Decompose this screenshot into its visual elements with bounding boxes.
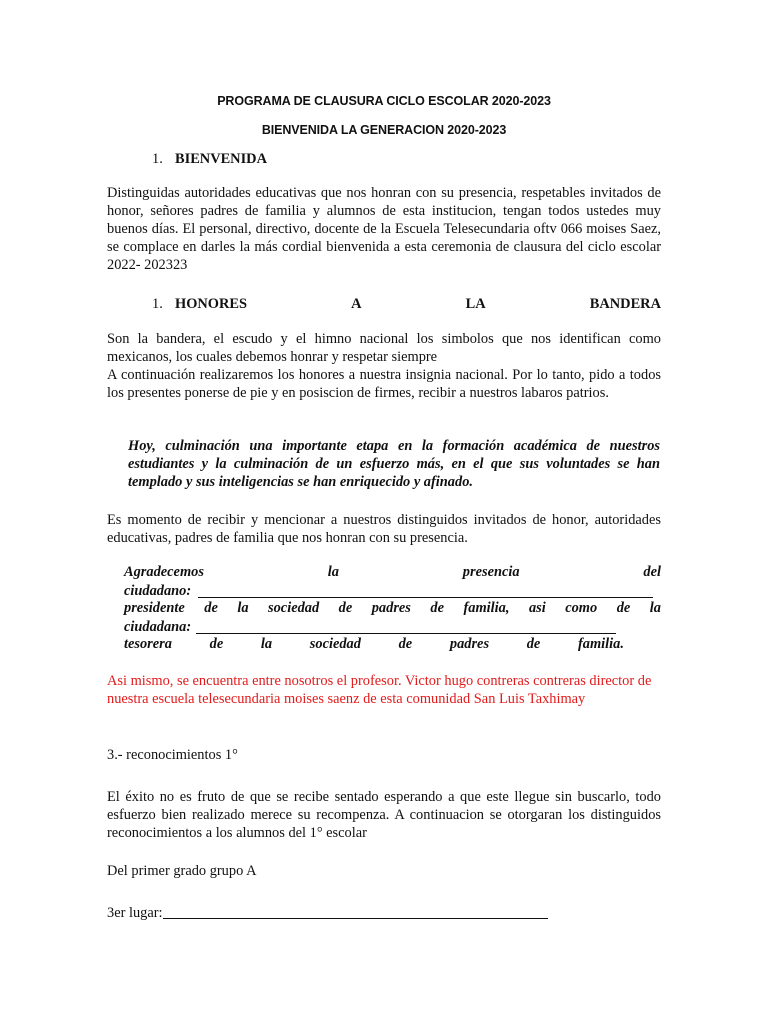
place-label: 3er lugar: bbox=[107, 905, 163, 921]
flag-paragraph: Son la bandera, el escudo y el himno nacional los simbolos que nos identifican como mexicanos, los cuales debemos honrar y respetar siempre bbox=[107, 331, 661, 365]
section-number: 1. bbox=[152, 151, 163, 167]
thanks-word: la bbox=[237, 600, 249, 616]
success-paragraph: El éxito no es fruto de que se recibe sentado esperando a que este llegue sin buscarlo, todo esfuerzo bien realizado merece su recompenza. A continuacion se otorgaran los distinguidos reconocimientos a los alumnos del 1° escolar bbox=[107, 789, 661, 841]
group-label: Del primer grado grupo A bbox=[107, 863, 257, 879]
thanks-word: la bbox=[327, 564, 339, 580]
welcome-paragraph: Distinguidas autoridades educativas que nos honran con su presencia, respetables invitados de honor, señores padres de familia y alumnos de esta institucion, tengan todos ustedes muy buenos días. El personal, directivo, docente de la Escuela Telesecundaria oftv 066 moises Saez, se complace en darles la más cordial bienvenida a esta ceremonia de clausura del ciclo escolar 2022- 202323 bbox=[107, 185, 661, 273]
thanks-word: padres bbox=[449, 636, 490, 652]
thanks-word: como bbox=[565, 600, 598, 616]
thanks-word: sociedad bbox=[309, 636, 361, 652]
culmination-quote: Hoy, culminación una importante etapa en la formación académica de nuestros estudiantes y la culminación de un esfuerzo más, en el que sus voluntades se han templado y sus inteligencias se han enriquecido y afinado. bbox=[128, 438, 660, 490]
heading-word: HONORES bbox=[175, 296, 247, 312]
thanks-line-1 bbox=[124, 564, 661, 581]
thanks-word: Agradecemos bbox=[124, 564, 204, 580]
invite-paragraph: Es momento de recibir y mencionar a nuestros distinguidos invitados de honor, autoridades educativas, padres de familia que nos honran con su presencia. bbox=[107, 512, 661, 546]
section-number: 1. bbox=[152, 296, 163, 312]
place-blank-line bbox=[163, 918, 548, 919]
thanks-word: la bbox=[260, 636, 273, 652]
thanks-word: asi bbox=[528, 600, 546, 616]
citizen-female-label: ciudadana: bbox=[124, 619, 192, 635]
thanks-word: de bbox=[398, 636, 413, 652]
thanks-word: la bbox=[649, 600, 661, 616]
honors-paragraph: A continuación realizaremos los honores a nuestra insignia nacional. Por lo tanto, pido a todos los presentes ponerse de pie y en posiscion de firmes, recibir a nuestros labaros patrios. bbox=[107, 367, 661, 401]
section-heading-reconocimientos: 3.- reconocimientos 1° bbox=[107, 747, 238, 763]
thanks-word: presidente bbox=[124, 600, 185, 616]
thanks-word: del bbox=[643, 564, 661, 580]
citizen-label: ciudadano: bbox=[124, 583, 192, 599]
thanks-line-5 bbox=[124, 636, 624, 653]
thanks-line-3 bbox=[124, 600, 661, 617]
thanks-word: sociedad bbox=[268, 600, 320, 616]
thanks-word: de bbox=[204, 600, 218, 616]
thanks-word: familia, bbox=[463, 600, 510, 616]
heading-word: A bbox=[351, 296, 362, 312]
director-note: Asi mismo, se encuentra entre nosotros el profesor. Victor hugo contreras contreras director de nuestra escuela telesecundaria moises saenz de esta comunidad San Luis Taxhimay bbox=[107, 673, 652, 707]
heading-word: BANDERA bbox=[589, 296, 661, 312]
program-title: PROGRAMA DE CLAUSURA CICLO ESCOLAR 2020-2023 bbox=[217, 94, 551, 108]
section-heading-bienvenida: BIENVENIDA bbox=[175, 151, 267, 167]
thanks-word: de bbox=[616, 600, 631, 616]
thanks-word: tesorera bbox=[124, 636, 172, 652]
heading-word: LA bbox=[465, 296, 486, 312]
citizen-female-blank-line bbox=[196, 633, 616, 634]
thanks-word: presencia bbox=[462, 564, 520, 580]
thanks-word: padres bbox=[371, 600, 411, 616]
generation-subtitle: BIENVENIDA LA GENERACION 2020-2023 bbox=[261, 123, 507, 137]
citizen-blank-line bbox=[198, 597, 653, 598]
thanks-word: familia. bbox=[578, 636, 624, 652]
section-heading-honores bbox=[175, 296, 661, 313]
thanks-word: de bbox=[209, 636, 224, 652]
thanks-word: de bbox=[526, 636, 541, 652]
thanks-word: de bbox=[338, 600, 353, 616]
thanks-word: de bbox=[430, 600, 444, 616]
